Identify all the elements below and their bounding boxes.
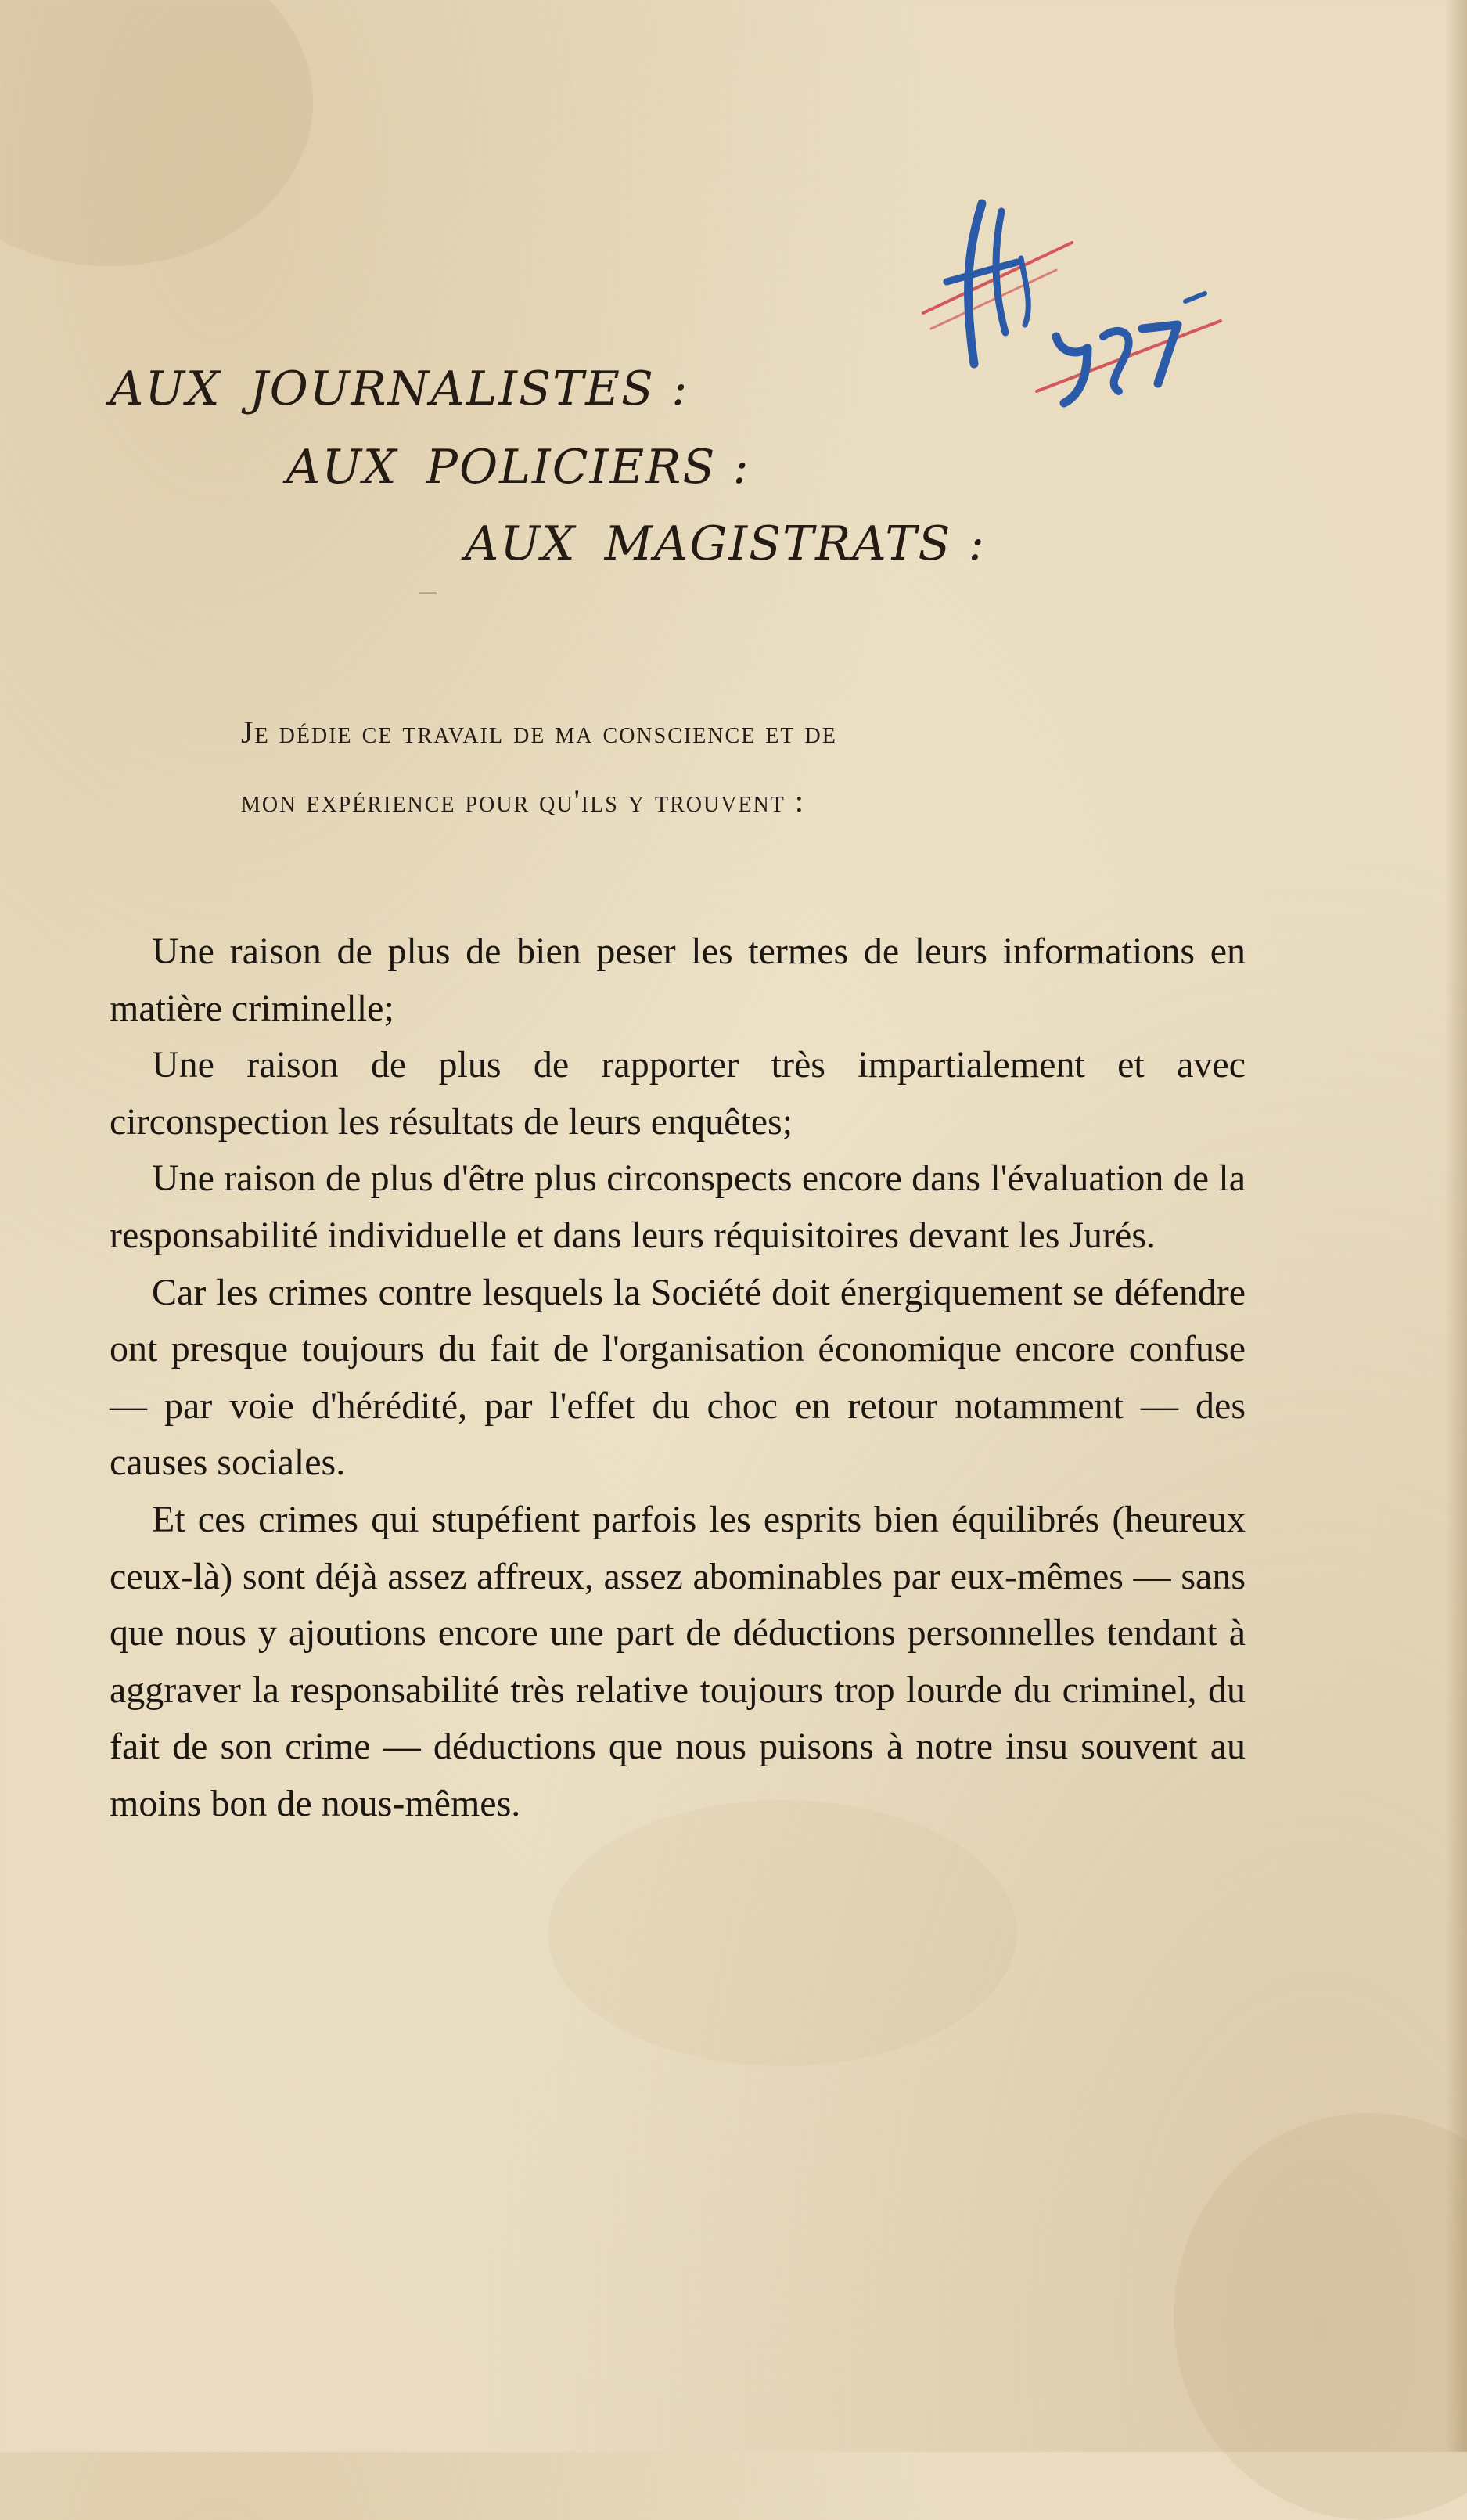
paragraph: Une raison de plus de bien peser les termes de leurs informations en matière criminelle; (110, 931, 1246, 1029)
dedication-line-policiers (286, 440, 750, 495)
paragraph: Une raison de plus d'être plus circonspects encore dans l'évaluation de la responsabilité individuelle et dans leurs réquisitoires devant les Jurés. (110, 1157, 1246, 1256)
dedication-word: MAGISTRATS : (604, 517, 986, 571)
paragraph: Une raison de plus de rapporter très impartialement et avec circonspection les résultats de leurs enquêtes; (110, 1044, 1246, 1143)
decorative-dash (419, 592, 437, 594)
dedication-line-magistrats (465, 517, 986, 571)
dedication-word: AUX (465, 517, 577, 571)
dedication-statement-line: mon expérience pour qu'ils y trouvent : (241, 783, 805, 819)
dedication-word: AUX (110, 362, 221, 416)
paragraph: Car les crimes contre lesquels la Société doit énergiquement se défendre ont presque toujours du fait de l'organisation économique encore confuse — par voie d'hérédité, par l'effet du choc en retour notamment — des causes sociales. (110, 1271, 1246, 1484)
dedication-word: JOURNALISTES : (249, 362, 689, 416)
paper-stain (0, 0, 313, 266)
paper-stain (1174, 2113, 1467, 2520)
dedication-word: AUX (286, 440, 398, 495)
paper-stain (548, 1800, 1017, 2066)
dedication-statement (241, 698, 1149, 836)
dedication-statement-line: Je dédie ce travail de ma conscience et de (241, 715, 837, 750)
dedication-line-journalistes (110, 362, 689, 416)
body-text (110, 923, 1246, 1833)
dedication-word: POLICIERS : (426, 440, 750, 495)
page-edge-shadow (1445, 0, 1467, 2452)
handwritten-mark (908, 196, 1236, 430)
paragraph: Et ces crimes qui stupéfient parfois les esprits bien équilibrés (heureux ceux-là) sont déjà assez affreux, assez abominables par eux-mêmes — sans que nous y ajoutions encore une part de déductions personnelles tendant à aggraver la responsabilité très relative toujours trop lourde du criminel, du fait de son crime — déductions que nous puisons à notre insu souvent au moins bon de nous-mêmes. (110, 1498, 1246, 1824)
